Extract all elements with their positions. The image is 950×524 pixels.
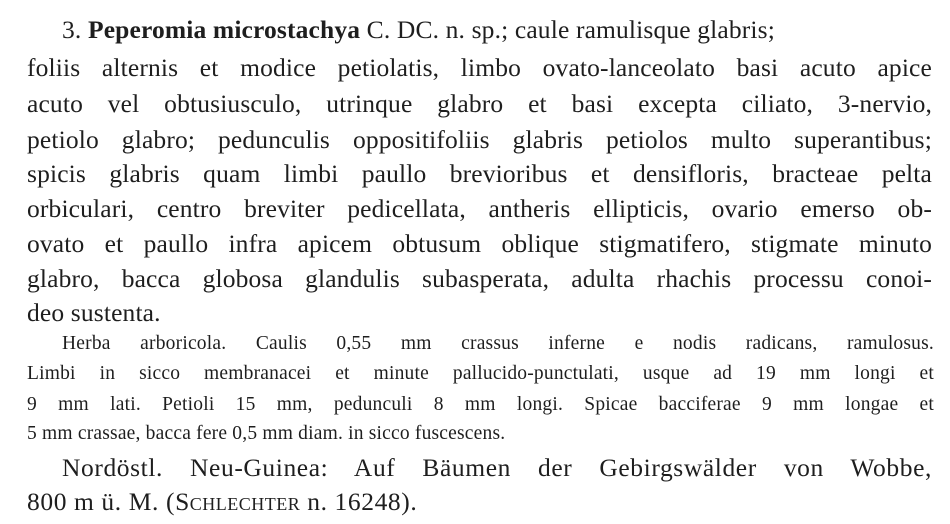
species-number: 3. xyxy=(62,15,82,44)
species-author: C. DC. n. sp.; xyxy=(366,15,509,44)
description-line-4: 5 mm crassae, bacca fere 0,5 mm diam. in sicco fuscescens. xyxy=(27,423,506,444)
locality-line-2 xyxy=(27,489,417,515)
locality-elevation: 800 m ü. M. ( xyxy=(27,487,176,516)
diagnosis-text: caule ramulisque glabris; xyxy=(514,15,775,44)
description-line-2: Limbi in sicco membranacei et minute pallucido-punctulati, usque ad 19 mm longi et xyxy=(27,363,934,384)
diagnosis-line-5: spicis glabris quam limbi paullo brevioribus et densifloris, bracteae pelta xyxy=(27,159,932,188)
diagnosis-line-8: glabro, bacca globosa glandulis subasperata, adulta rhachis processu conoi- xyxy=(27,264,932,293)
locality-line-1: Nordöstl. Neu-Guinea: Auf Bäumen der Gebirgswälder von Wobbe, xyxy=(62,453,932,482)
description-line-1: Herba arboricola. Caulis 0,55 mm crassus inferne e nodis radicans, ramulosus. xyxy=(62,333,934,354)
diagnosis-line-7: ovato et paullo infra apicem obtusum oblique stigmatifero, stigmate minuto xyxy=(27,229,932,258)
diagnosis-line-4: petiolo glabro; pedunculis oppositifoliis glabris petiolos multo superantibus; xyxy=(27,125,932,154)
diagnosis-line-9: deo sustenta. xyxy=(27,298,161,327)
species-name: Peperomia microstachya xyxy=(87,15,361,44)
diagnosis-line-2: foliis alternis et modice petiolatis, limbo ovato-lanceolato basi acuto apice xyxy=(27,53,932,82)
diagnosis-line-1 xyxy=(62,17,775,43)
diagnosis-line-3: acuto vel obtusiusculo, utrinque glabro et basi excepta ciliato, 3-nervio, xyxy=(27,89,932,118)
diagnosis-line-6: orbiculari, centro breviter pedicellata, antheris ellipticis, ovario emerso ob- xyxy=(27,194,932,223)
collector-name: Schlechter xyxy=(175,487,301,516)
description-line-3: 9 mm lati. Petioli 15 mm, pedunculi 8 mm longi. Spicae bacciferae 9 mm longae et xyxy=(27,394,934,415)
collector-number: n. 16248). xyxy=(300,487,418,516)
